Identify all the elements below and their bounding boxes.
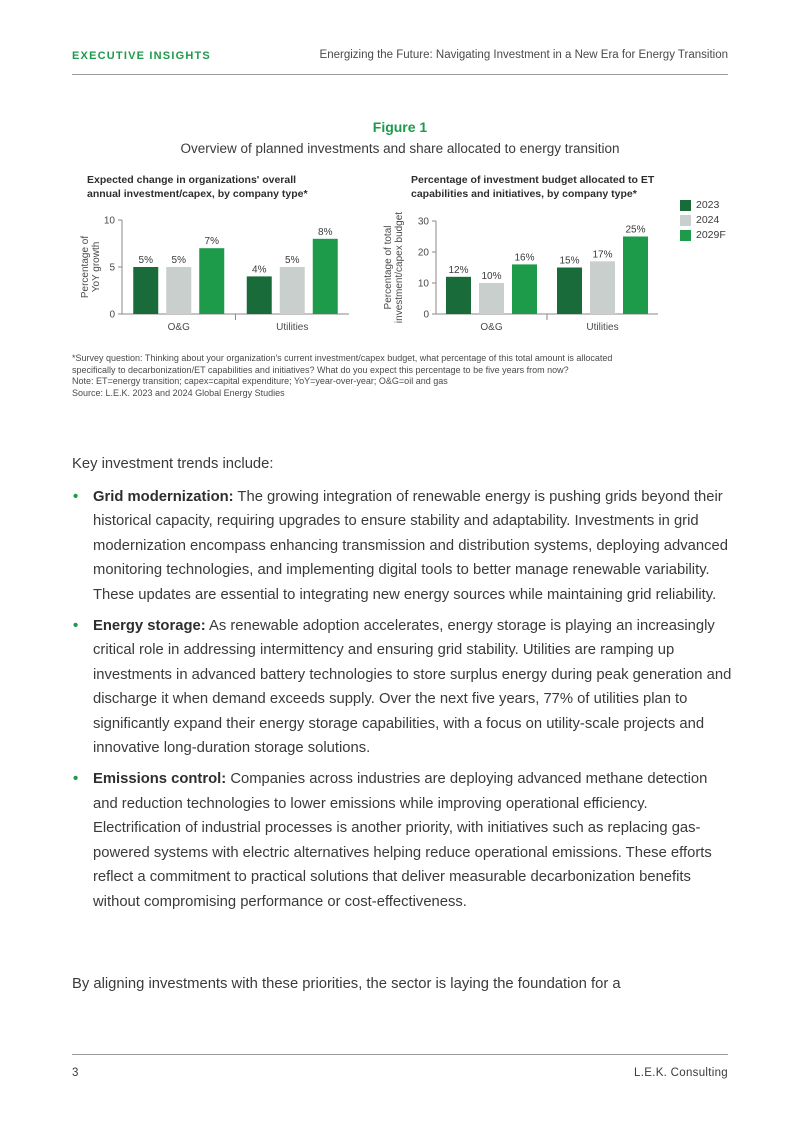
bar-2029f <box>199 248 224 314</box>
closing-paragraph: By aligning investments with these priorities, the sector is laying the foundation for a <box>72 976 621 992</box>
y-axis-label-line: investment/capex budget <box>394 211 405 324</box>
bar-2023 <box>133 267 158 314</box>
list-item <box>72 485 732 607</box>
data-label: 16% <box>514 252 535 264</box>
bar-2023 <box>446 277 471 314</box>
left-bar-chart <box>72 210 362 340</box>
abbreviation-note: Note: ET=energy transition; capex=capital expenditure; YoY=year-over-year; O&G=oil and gas <box>72 376 448 386</box>
legend-swatch <box>680 215 691 226</box>
y-axis-label <box>80 236 102 298</box>
bar-2023 <box>247 276 272 314</box>
data-label: 17% <box>592 249 613 261</box>
y-tick-label: 10 <box>103 215 115 227</box>
legend-label: 2023 <box>696 199 720 211</box>
legend-item-2023 <box>680 198 726 212</box>
y-tick-label: 0 <box>109 309 115 321</box>
category-label: Utilities <box>586 322 619 333</box>
data-label: 7% <box>204 236 219 248</box>
legend-swatch <box>680 200 691 211</box>
page-footer <box>72 1054 728 1079</box>
data-label: 5% <box>138 255 153 266</box>
right-chart-title <box>411 173 654 201</box>
bar-2029f <box>313 239 338 314</box>
y-axis-label-line: Percentage of <box>80 235 91 299</box>
y-tick-label: 20 <box>417 247 429 259</box>
category-label: Utilities <box>276 322 309 333</box>
trend-term: Grid modernization: <box>93 489 234 505</box>
data-label: 4% <box>252 264 267 276</box>
data-label: 8% <box>318 226 333 238</box>
list-item <box>72 614 732 760</box>
bar-2024 <box>590 261 615 314</box>
left-chart-title-line: annual investment/capex, by company type* <box>87 188 308 200</box>
right-chart-title-line: Percentage of investment budget allocated to ET <box>411 174 655 186</box>
page-number: 3 <box>72 1067 79 1079</box>
y-axis-label-line: Percentage of total <box>383 225 394 310</box>
legend-label: 2029F <box>696 229 726 241</box>
legend-item-2029f <box>680 228 726 242</box>
y-axis-label <box>383 212 405 323</box>
trend-text: As renewable adoption accelerates, energy storage is playing an increasingly critical role in addressing intermittency and ensuring grid stability. Utilities are ramping up investments in advanced battery technologies to store surplus energy during peak generation and discharge it when demand exceeds supply. Over the next five years, 77% of utilities plan to significantly expand their energy storage capabilities, with a focus on utility-scale projects and innovative long-duration storage solutions. <box>93 618 732 757</box>
category-label: O&G <box>167 322 190 333</box>
chart-legend <box>680 198 726 243</box>
bar-2029f <box>512 264 537 314</box>
legend-swatch <box>680 230 691 241</box>
bar-2024 <box>280 267 305 314</box>
y-tick-label: 10 <box>417 278 429 290</box>
figure-notes <box>72 353 732 399</box>
category-label: O&G <box>480 322 503 333</box>
survey-question-line: specifically to decarbonization/ET capabilities and initiatives? What do you expect this percentage to be five years from now? <box>72 364 569 375</box>
left-chart-title <box>87 173 308 201</box>
y-tick-label: 30 <box>417 216 429 228</box>
data-label: 5% <box>171 255 186 266</box>
right-chart-title-line: capabilities and initiatives, by company type* <box>411 188 637 200</box>
right-bar-chart <box>378 205 668 340</box>
data-label: 12% <box>448 264 469 276</box>
data-label: 25% <box>625 224 646 236</box>
survey-question-line: *Survey question: Thinking about your organization's current investment/capex budget, what percentage of this total amount is allocated <box>72 353 613 363</box>
trend-term: Energy storage: <box>93 618 206 635</box>
legend-item-2024 <box>680 213 726 227</box>
document-title: Energizing the Future: Navigating Investment in a New Era for Energy Transition <box>319 49 728 61</box>
data-label: 15% <box>559 255 580 267</box>
bar-2024 <box>166 267 191 314</box>
legend-label: 2024 <box>696 214 720 226</box>
page-header <box>72 48 728 75</box>
bar-2024 <box>479 283 504 314</box>
list-item <box>72 767 732 913</box>
y-tick-label: 0 <box>423 309 429 321</box>
figure-label: Figure 1 <box>372 119 428 135</box>
left-chart-title-line: Expected change in organizations' overall <box>87 174 297 186</box>
trends-list <box>72 485 732 921</box>
y-axis-label-line: YoY growth <box>91 241 102 293</box>
trend-text: Companies across industries are deploying advanced methane detection and reduction technologies to lower emissions while improving operational efficiency. Electrification of industrial processes is another priority, with initiatives such as replacing gas-powered systems with electric alternatives helping reduce operational emissions. These efforts reflect a commitment to practical solutions that deliver measurable decarbonization benefits without compromising performance or cost-effectiveness. <box>93 771 712 910</box>
trend-term: Emissions control: <box>93 771 227 788</box>
figure-subtitle: Overview of planned investments and share allocated to energy transition <box>180 141 620 156</box>
bar-2029f <box>623 237 648 315</box>
bar-2023 <box>557 268 582 315</box>
firm-name: L.E.K. Consulting <box>634 1067 728 1079</box>
data-label: 10% <box>481 271 502 282</box>
trend-text: The growing integration of renewable energy is pushing grids beyond their historical capacity, requiring upgrades to ensure stability and adaptability. Investments in grid modernization encompass enhancing transmission and distribution systems, deploying advanced monitoring technologies, and implementing digital tools to better manage renewable variability. These updates are essential to integrating new energy sources while maintaining grid reliability. <box>93 489 728 603</box>
y-tick-label: 5 <box>109 262 115 274</box>
bullet-icon: • <box>73 618 79 635</box>
source-note: Source: L.E.K. 2023 and 2024 Global Energy Studies <box>72 387 285 398</box>
data-label: 5% <box>285 255 300 266</box>
bullet-icon: • <box>73 771 79 788</box>
section-brand: EXECUTIVE INSIGHTS <box>72 50 211 62</box>
bullet-icon: • <box>73 489 79 505</box>
trends-intro: Key investment trends include: <box>72 456 274 472</box>
